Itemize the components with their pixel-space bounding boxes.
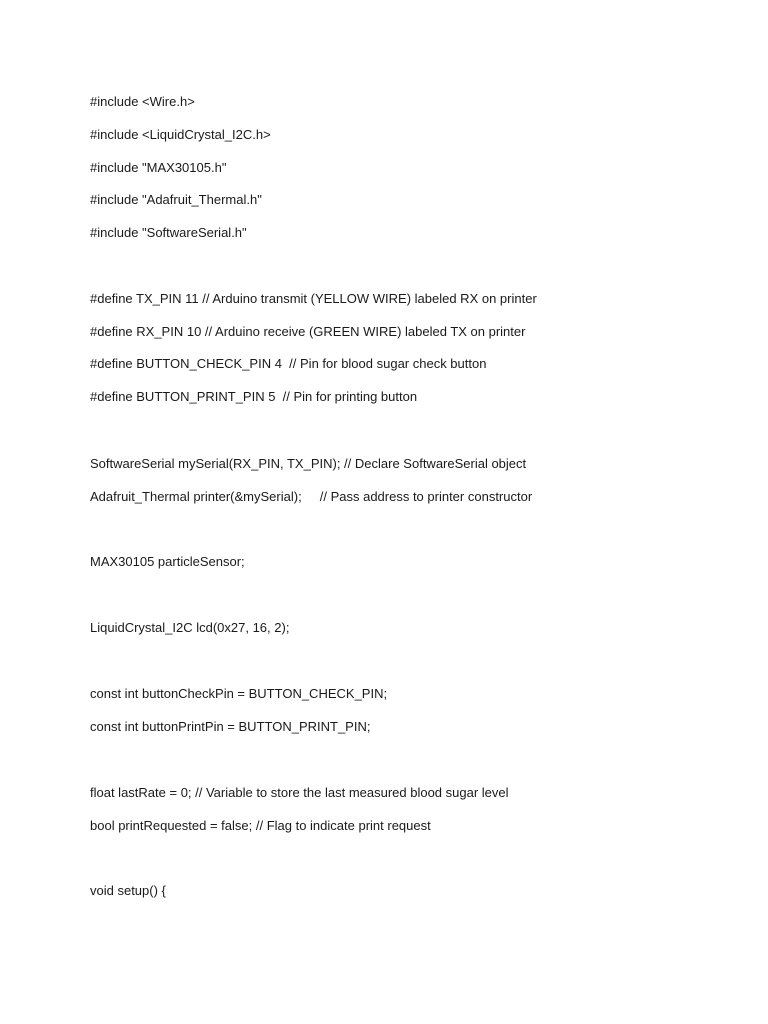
code-line-setup-function: void setup() { — [90, 883, 166, 898]
code-line-define-button-print-pin: #define BUTTON_PRINT_PIN 5 // Pin for printing button — [90, 389, 418, 404]
code-line-include-max30105: #include "MAX30105.h" — [90, 160, 227, 175]
code-line-button-print-pin-const: const int buttonPrintPin = BUTTON_PRINT_PIN; — [90, 719, 371, 734]
code-line-printer-object: Adafruit_Thermal printer(&mySerial); // Pass address to printer constructor — [90, 489, 533, 504]
code-line-particle-sensor: MAX30105 particleSensor; — [90, 554, 245, 569]
code-line-define-tx-pin: #define TX_PIN 11 // Arduino transmit (YELLOW WIRE) labeled RX on printer — [90, 291, 537, 306]
code-line-include-wire: #include <Wire.h> — [90, 94, 195, 109]
code-line-print-requested: bool printRequested = false; // Flag to indicate print request — [90, 818, 431, 833]
code-line-lcd-object: LiquidCrystal_I2C lcd(0x27, 16, 2); — [90, 620, 290, 635]
code-line-include-adafruit-thermal: #include "Adafruit_Thermal.h" — [90, 192, 262, 207]
code-line-include-softwareserial: #include "SoftwareSerial.h" — [90, 225, 247, 240]
code-line-define-button-check-pin: #define BUTTON_CHECK_PIN 4 // Pin for blood sugar check button — [90, 356, 487, 371]
code-line-include-liquidcrystal: #include <LiquidCrystal_I2C.h> — [90, 127, 271, 142]
code-line-software-serial-object: SoftwareSerial mySerial(RX_PIN, TX_PIN); // Declare SoftwareSerial object — [90, 456, 527, 471]
code-line-button-check-pin-const: const int buttonCheckPin = BUTTON_CHECK_PIN; — [90, 686, 388, 701]
code-line-define-rx-pin: #define RX_PIN 10 // Arduino receive (GREEN WIRE) labeled TX on printer — [90, 324, 526, 339]
code-line-last-rate: float lastRate = 0; // Variable to store the last measured blood sugar level — [90, 785, 509, 800]
